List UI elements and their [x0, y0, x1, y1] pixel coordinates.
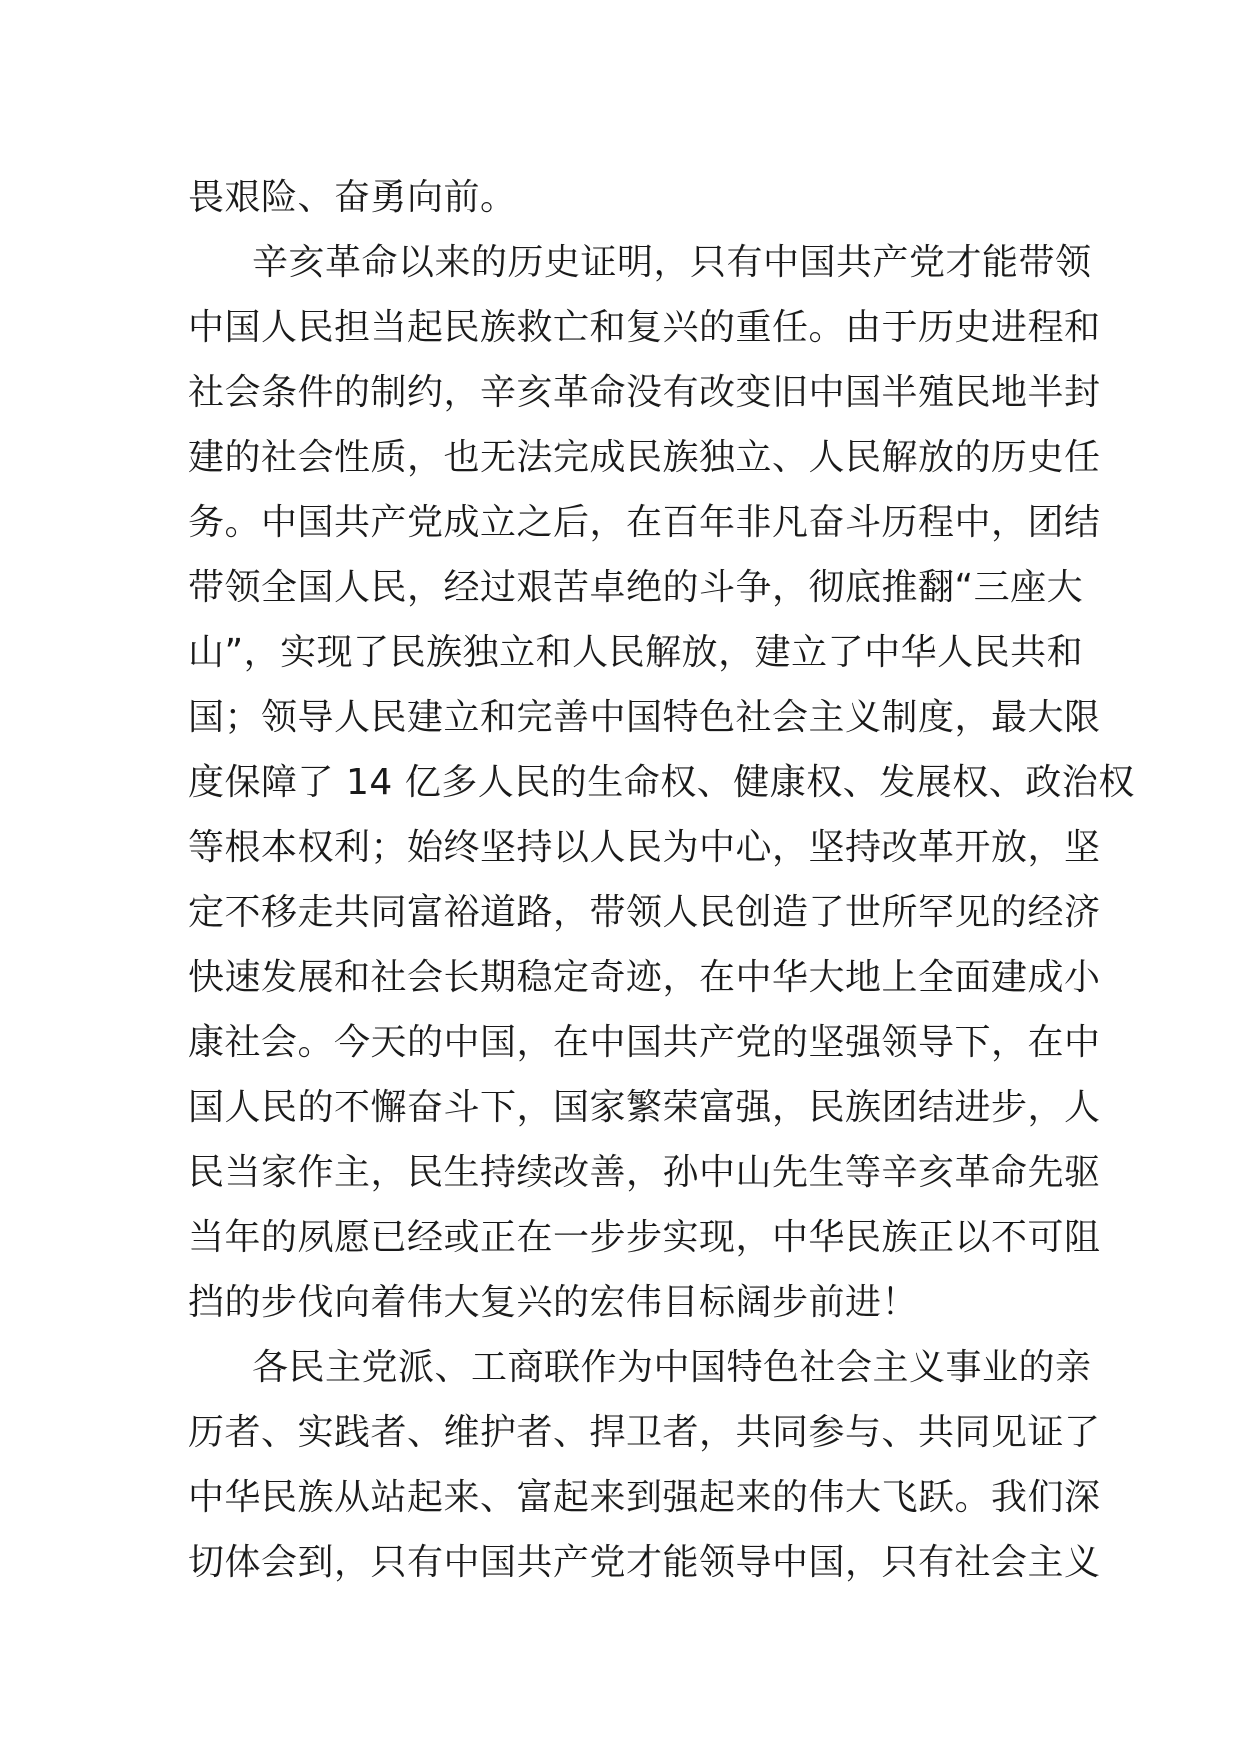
- text-line: 民当家作主，民生持续改善，孙中山先生等辛亥革命先驱: [188, 1152, 1101, 1193]
- text-line: 切体会到，只有中国共产党才能领导中国，只有社会主义: [188, 1542, 1101, 1583]
- text-line: 康社会。今天的中国，在中国共产党的坚强领导下，在中: [188, 1022, 1101, 1063]
- paragraph-start-line: 辛亥革命以来的历史证明，只有中国共产党才能带领: [252, 242, 1092, 283]
- text-line: 畏艰险、奋勇向前。: [188, 177, 517, 218]
- text-line: 中华民族从站起来、富起来到强起来的伟大飞跃。我们深: [188, 1477, 1101, 1518]
- text-line: 建的社会性质，也无法完成民族独立、人民解放的历史任: [188, 437, 1101, 478]
- text-line: 山”，实现了民族独立和人民解放，建立了中华人民共和: [188, 632, 1084, 673]
- text-line: 国人民的不懈奋斗下，国家繁荣富强，民族团结进步，人: [188, 1087, 1101, 1128]
- text-line: 务。中国共产党成立之后，在百年非凡奋斗历程中，团结: [188, 502, 1101, 543]
- text-line: 国；领导人民建立和完善中国特色社会主义制度，最大限: [188, 697, 1101, 738]
- text-line: 定不移走共同富裕道路，带领人民创造了世所罕见的经济: [188, 892, 1101, 933]
- text-line: 挡的步伐向着伟大复兴的宏伟目标阔步前进！: [188, 1282, 919, 1323]
- text-line: 当年的夙愿已经或正在一步步实现，中华民族正以不可阻: [188, 1217, 1101, 1258]
- text-line: 历者、实践者、维护者、捍卫者，共同参与、共同见证了: [188, 1412, 1101, 1453]
- text-line: 等根本权利；始终坚持以人民为中心，坚持改革开放，坚: [188, 827, 1101, 868]
- text-line: 中国人民担当起民族救亡和复兴的重任。由于历史进程和: [188, 307, 1101, 348]
- body-text: [188, 165, 1135, 1595]
- text-line: 度保障了 14 亿多人民的生命权、健康权、发展权、政治权: [188, 762, 1135, 803]
- text-line: 社会条件的制约，辛亥革命没有改变旧中国半殖民地半封: [188, 372, 1101, 413]
- text-line: 带领全国人民，经过艰苦卓绝的斗争，彻底推翻“三座大: [188, 567, 1084, 608]
- text-line: 快速发展和社会长期稳定奇迹，在中华大地上全面建成小: [188, 957, 1101, 998]
- paragraph-start-line: 各民主党派、工商联作为中国特色社会主义事业的亲: [252, 1347, 1092, 1388]
